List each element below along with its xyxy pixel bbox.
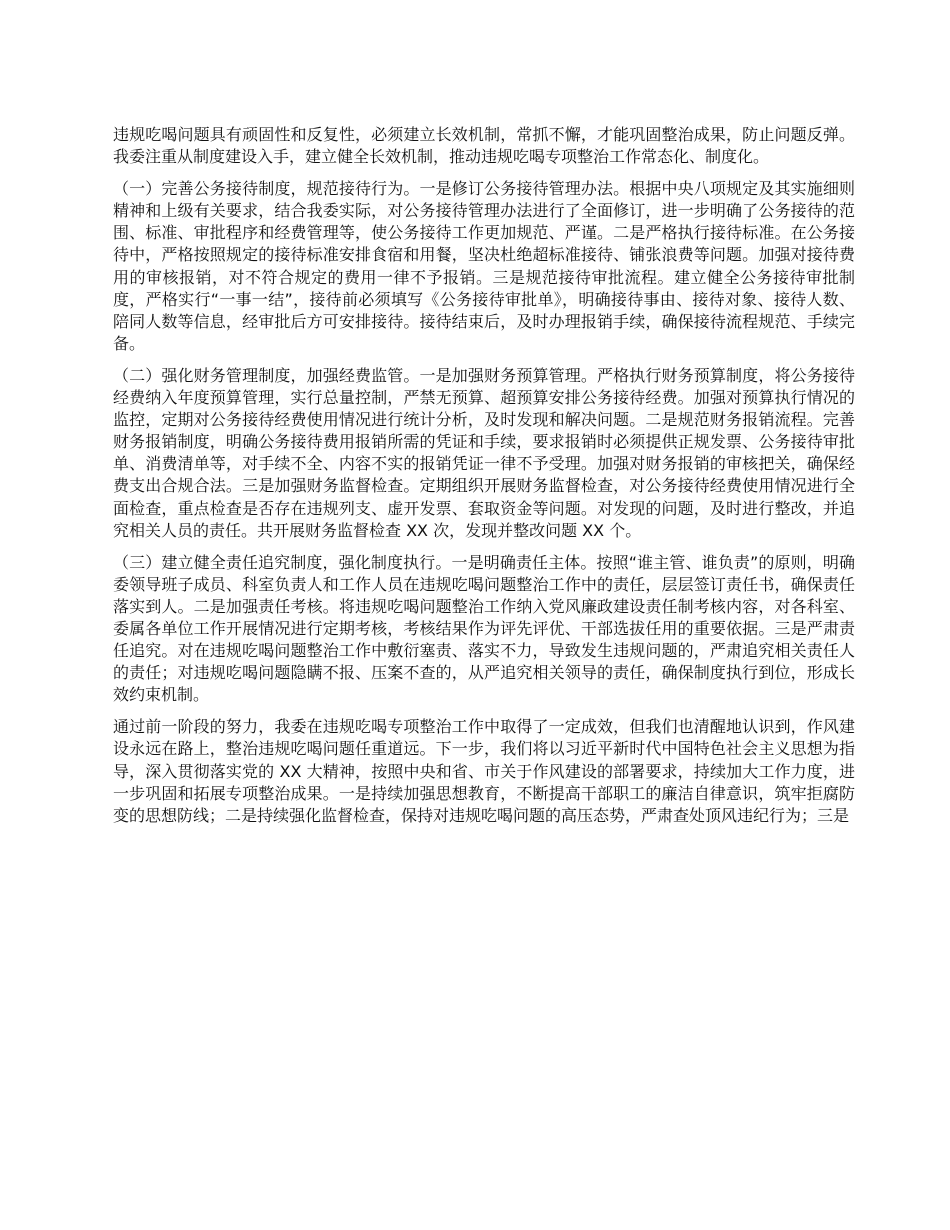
paragraph-next-steps: 通过前一阶段的努力，我委在违规吃喝专项整治工作中取得了一定成效，但我们也清醒地认识到，作风建设永远在路上，整治违规吃喝问题任重道远。下一步，我们将以习近平新时代中国特色社会主义思想为指导，深入贯彻落实党的 XX 大精神，按照中央和省、市关于作风建设的部署要求，持续加大工作力度，进一步巩固和拓展专项整治成果。一是持续加强思想教育，不断提高干部职工的廉洁自律意识，筑牢拒腐防变的思想防线；二是持续强化监督检查，保持对违规吃喝问题的高压态势，严肃查处顶风违纪行为；三是	[113, 717, 855, 825]
paragraph-accountability-system: （三）建立健全责任追究制度，强化制度执行。一是明确责任主体。按照“谁主管、谁负责”的原则，明确委领导班子成员、科室负责人和工作人员在违规吃喝问题整治工作中的责任，层层签订责任书，确保责任落实到人。二是加强责任考核。将违规吃喝问题整治工作纳入党风廉政建设责任制考核内容，对各科室、委属各单位工作开展情况进行定期考核，考核结果作为评先评优、干部选拔任用的重要依据。三是严肃责任追究。对在违规吃喝问题整治工作中敷衍塞责、落实不力，导致发生违规问题的，严肃追究相关责任人的责任；对违规吃喝问题隐瞒不报、压案不查的，从严追究相关领导的责任，确保制度执行到位，形成长效约束机制。	[113, 552, 855, 705]
paragraph-reception-system: （一）完善公务接待制度，规范接待行为。一是修订公务接待管理办法。根据中央八项规定及其实施细则精神和上级有关要求，结合我委实际，对公务接待管理办法进行了全面修订，进一步明确了公务接待的范围、标准、审批程序和经费管理等，使公务接待工作更加规范、严谨。二是严格执行接待标准。在公务接待中，严格按照规定的接待标准安排食宿和用餐，坚决杜绝超标准接待、铺张浪费等问题。加强对接待费用的审核报销，对不符合规定的费用一律不予报销。三是规范接待审批流程。建立健全公务接待审批制度，严格实行“一事一结”，接待前必须填写《公务接待审批单》，明确接待事由、接待对象、接待人数、陪同人数等信息，经审批后方可安排接待。接待结束后，及时办理报销手续，确保接待流程规范、手续完备。	[113, 179, 855, 353]
document-body	[113, 124, 855, 837]
paragraph-finance-system: （二）强化财务管理制度，加强经费监管。一是加强财务预算管理。严格执行财务预算制度，将公务接待经费纳入年度预算管理，实行总量控制，严禁无预算、超预算安排公务接待经费。加强对预算执行情况的监控，定期对公务接待经费使用情况进行统计分析，及时发现和解决问题。二是规范财务报销流程。完善财务报销制度，明确公务接待费用报销所需的凭证和手续，要求报销时必须提供正规发票、公务接待审批单、消费清单等，对手续不全、内容不实的报销凭证一律不予受理。加强对财务报销的审核把关，确保经费支出合规合法。三是加强财务监督检查。定期组织开展财务监督检查，对公务接待经费使用情况进行全面检查，重点检查是否存在违规列支、虚开发票、套取资金等问题。对发现的问题，及时进行整改，并追究相关人员的责任。共开展财务监督检查 XX 次，发现并整改问题 XX 个。	[113, 365, 855, 540]
paragraph-intro: 违规吃喝问题具有顽固性和反复性，必须建立长效机制，常抓不懈，才能巩固整治成果，防止问题反弹。我委注重从制度建设入手，建立健全长效机制，推动违规吃喝专项整治工作常态化、制度化。	[113, 125, 855, 167]
